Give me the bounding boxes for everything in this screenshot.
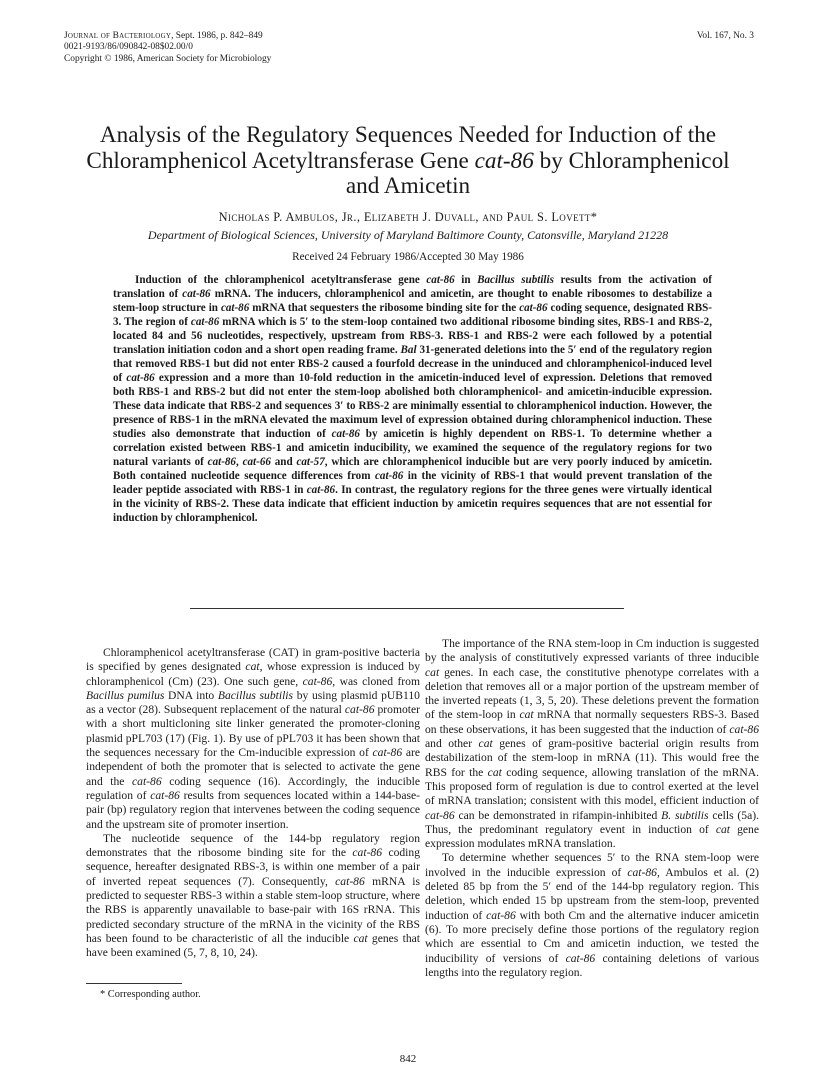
text-run: genes. In each case, the constitutive phenotype correlates with a deletion that removes all or a major portion of the upstream member of the inverted repeats (1, 3, 5, 20). These deletions prevent the formation of the stem-loop in <box>425 665 759 722</box>
italic-term: Bacillus subtilis <box>217 688 294 702</box>
text-run: , <box>235 456 243 468</box>
text-run: containing deletions of various lengths into the regulatory region. <box>425 951 759 979</box>
body-paragraph <box>425 637 759 851</box>
text-run: The nucleotide sequence of the 144-bp regulatory region demonstrates that the ribosome binding site for the <box>86 831 420 860</box>
journal-header <box>64 31 271 65</box>
title-line-3: and Amicetin <box>345 173 471 199</box>
body-paragraph <box>425 851 759 980</box>
text-run: DNA into <box>164 688 218 702</box>
body-paragraph <box>86 832 420 961</box>
article-title <box>56 123 760 200</box>
text-run: results from the activation of translation of <box>113 274 712 300</box>
text-run: Induction of the chloramphenicol acetyltransferase gene <box>135 274 427 286</box>
body-column-left <box>86 646 420 961</box>
italic-term: cat-86 <box>335 874 365 888</box>
italic-term: cat-86 <box>190 316 220 328</box>
journal-citation <box>64 31 271 42</box>
text-run: , was cloned from <box>332 674 420 688</box>
italic-term: Bacillus subtilis <box>477 274 554 286</box>
title-line-2a: Chloramphenicol Acetyltransferase Gene <box>86 147 475 174</box>
italic-term: cat <box>519 708 534 722</box>
italic-term: cat-86 <box>729 722 759 736</box>
journal-name: Journal of Bacteriology <box>64 31 172 41</box>
text-run: and other <box>425 737 479 751</box>
italic-term: Bal <box>400 344 417 356</box>
text-run: results from sequences located within a 144-base-pair (bp) regulatory region that intervenes between the coding sequence and the upstream site of promoter insertion. <box>86 788 420 831</box>
italic-term: cat-66 <box>242 456 271 468</box>
body-column-right <box>425 637 759 980</box>
text-run: by amicetin is highly dependent on RBS-1. To determine whether a correlation existed between RBS-1 and amicetin inducibility, we examined the sequence of the regulatory regions for two natural variants of <box>113 428 712 468</box>
text-run: The importance of the RNA stem-loop in Cm induction is suggested by the analysis of constitutively expressed variants of three inducible <box>425 637 759 665</box>
italic-term: cat-86 <box>306 484 336 496</box>
italic-term: cat <box>245 660 260 674</box>
italic-term: cat-86 <box>426 274 455 286</box>
text-run: mRNA that sequesters the ribosome binding site for the <box>249 302 520 314</box>
text-run: can be demonstrated in rifampin-inhibited <box>454 808 662 822</box>
text-run: in the vicinity of RBS-1 that would prevent translation of the leader peptide associated with RBS-1 in <box>113 470 713 496</box>
italic-term: cat-86 <box>565 951 596 965</box>
text-run: are independent of both the promoter that is selected to activate the gene and the <box>86 746 420 788</box>
author-list: Nicholas P. Ambulos, Jr., Elizabeth J. Duvall, and Paul S. Lovett* <box>218 210 598 224</box>
text-run: . In contrast, the regulatory regions for the three genes were virtually identical in the vicinity of RBS-2. These data indicate that efficient induction by amicetin requires sequences that are not essential for induction by chloramphenicol. <box>113 484 712 524</box>
journal-code: 0021-9193/86/090842-08$02.00/0 <box>64 42 193 53</box>
page-number: 842 <box>399 1053 417 1065</box>
text-run: Chloramphenicol acetyltransferase (CAT) in gram-positive bacteria is specified by genes designated <box>86 646 420 674</box>
text-run: gene expression modulates mRNA translation. <box>425 822 759 851</box>
italic-term: cat <box>478 737 493 751</box>
italic-term: cat-86 <box>220 302 250 314</box>
text-run: genes that have been examined (5, 7, 8, 10, 24). <box>86 931 420 960</box>
text-run: coding sequence (16). Accordingly, the inducible regulation of <box>86 774 420 802</box>
title-gene-name: cat-86 <box>474 147 534 174</box>
italic-term: cat-86 <box>126 372 155 384</box>
abstract <box>113 273 712 525</box>
italic-term: cat <box>353 931 368 945</box>
text-run: coding sequence, hereafter designated RBS-3, is within one member of a pair of inverted repeat sequences (7). Consequently, <box>86 846 420 888</box>
footnote: * Corresponding author. <box>100 989 201 1000</box>
text-run: , whose expression is induced by chloramphenicol (Cm) (23). One such gene, <box>86 660 420 688</box>
italic-term: cat <box>487 765 502 779</box>
italic-term: cat-86 <box>344 703 375 717</box>
title-line-1: Analysis of the Regulatory Sequences Needed for Induction of the <box>99 122 717 148</box>
title-line-2 <box>56 149 760 175</box>
italic-term: cat-86 <box>519 302 548 314</box>
italic-term: cat-86 <box>425 808 455 822</box>
italic-term: cat-86 <box>352 846 383 860</box>
body-paragraph <box>86 646 420 832</box>
volume-number: Vol. 167, No. 3 <box>696 31 754 41</box>
text-run: 31-generated deletions into the 5′ end of the regulatory region that removed RBS-1 but did not enter RBS-2 caused a fourfold decrease in the uninduced and chloramphenicol-induced level of <box>113 344 712 384</box>
section-divider <box>190 608 624 609</box>
italic-term: Bacillus pumilus <box>86 688 165 702</box>
text-run: genes of gram-positive bacterial origin results from destabilization of the stem-loop in mRNA (11). This would free the RBS for the <box>425 737 759 779</box>
italic-term: cat-86 <box>150 788 180 802</box>
text-run: expression and a more than 10-fold reduction in the amicetin-induced level of expression. Deletions that removed both RBS-1 and RBS-2 but did not enter the stem-loop abolished both chloramphenicol- and amicetin-inducible expression. These data indicate that RBS-2 and sequences 3′ to RBS-2 are minimally essential to chloramphenicol induction. However, the presence of RBS-1 in the mRNA elevated the maximum level of expression obtained during chloramphenicol induction. These studies also demonstrate that induction of <box>113 372 713 440</box>
text-run: promoter with a short multicloning site linker generated the promoter-cloning plasmid pPL703 (17) (Fig. 1). By use of pPL703 it has been shown that the sequences necessary for the Cm-inducible expression of <box>86 703 420 760</box>
italic-term: cat-86 <box>627 865 657 879</box>
text-run: and <box>270 456 297 468</box>
italic-term: cat-86 <box>302 674 333 688</box>
text-run: coding sequence, allowing translation of the mRNA. This proposed form of regulation is due to control exerted at the level of mRNA translation; consistent with this model, efficient induction of <box>425 765 759 808</box>
text-run: mRNA. The inducers, chloramphenicol and amicetin, are thought to enable ribosomes to destabilize a stem-loop structure in <box>113 288 712 314</box>
journal-date-pages: , Sept. 1986, p. 842–849 <box>171 31 263 41</box>
italic-term: cat-86 <box>372 746 403 760</box>
text-run: cells (5a). Thus, the predominant regulatory event in induction of <box>425 808 759 836</box>
text-run: To determine whether sequences 5′ to the RNA stem-loop were involved in the inducible expression of <box>425 851 759 879</box>
text-run: , Ambulos et al. (2) deleted 85 bp from the 5′ end of the 144-bp regulatory region. This deletion, which ended 15 bp upstream from the stem-loop, prevented induction of <box>425 865 759 922</box>
affiliation: Department of Biological Sciences, University of Maryland Baltimore County, Catonsville, Maryland 21228 <box>147 228 669 242</box>
text-run: with both Cm and the alternative inducer amicetin (6). To more precisely define those portions of the regulatory region which are essential to Cm and amicetin induction, we tested the inducibility of versions of <box>425 908 759 965</box>
text-run: mRNA that normally sequesters RBS-3. Based on these observations, it has been suggested that the induction of <box>425 708 759 736</box>
italic-term: cat-86 <box>331 428 360 440</box>
title-line-2c: by Chloramphenicol <box>533 147 730 174</box>
text-run: , which are chloramphenicol inducible but are very poorly induced by amicetin. Both contained nucleotide sequence differences from <box>113 456 713 482</box>
italic-term: cat <box>425 665 440 679</box>
italic-term: cat-86 <box>182 288 211 300</box>
text-run: by using plasmid pUB110 as a vector (28). Subsequent replacement of the natural <box>86 688 420 717</box>
copyright-line: Copyright © 1986, American Society for Microbiology <box>64 53 272 64</box>
italic-term: cat-86 <box>207 456 236 468</box>
italic-term: cat-86 <box>486 908 516 922</box>
italic-term: cat-57 <box>296 456 325 468</box>
italic-term: B. subtilis <box>661 808 709 822</box>
received-dates: Received 24 February 1986/Accepted 30 May 1986 <box>292 251 524 263</box>
text-run: mRNA which is 5′ to the stem-loop contained two additional ribosome binding sites, RBS-1 and RBS-2, located 84 and 56 nucleotides, respectively, upstream from RBS-3. RBS-1 and RBS-2 were each followed by a potential translation initiation codon and a short open reading frame. <box>113 316 712 356</box>
text-run: mRNA is predicted to sequester RBS-3 within a stable stem-loop structure, where the RBS is apparently unavailable to base-pair with 16S rRNA. This predicted secondary structure of the mRNA in the vicinity of the RBS has been found to be characteristic of all the inducible <box>86 874 420 945</box>
italic-term: cat-86 <box>132 774 162 788</box>
text-run: coding sequence, designated RBS-3. The region of <box>113 302 712 328</box>
text-run: in <box>454 274 478 286</box>
italic-term: cat <box>715 822 730 836</box>
footnote-divider <box>86 983 182 984</box>
italic-term: cat-86 <box>374 470 404 482</box>
